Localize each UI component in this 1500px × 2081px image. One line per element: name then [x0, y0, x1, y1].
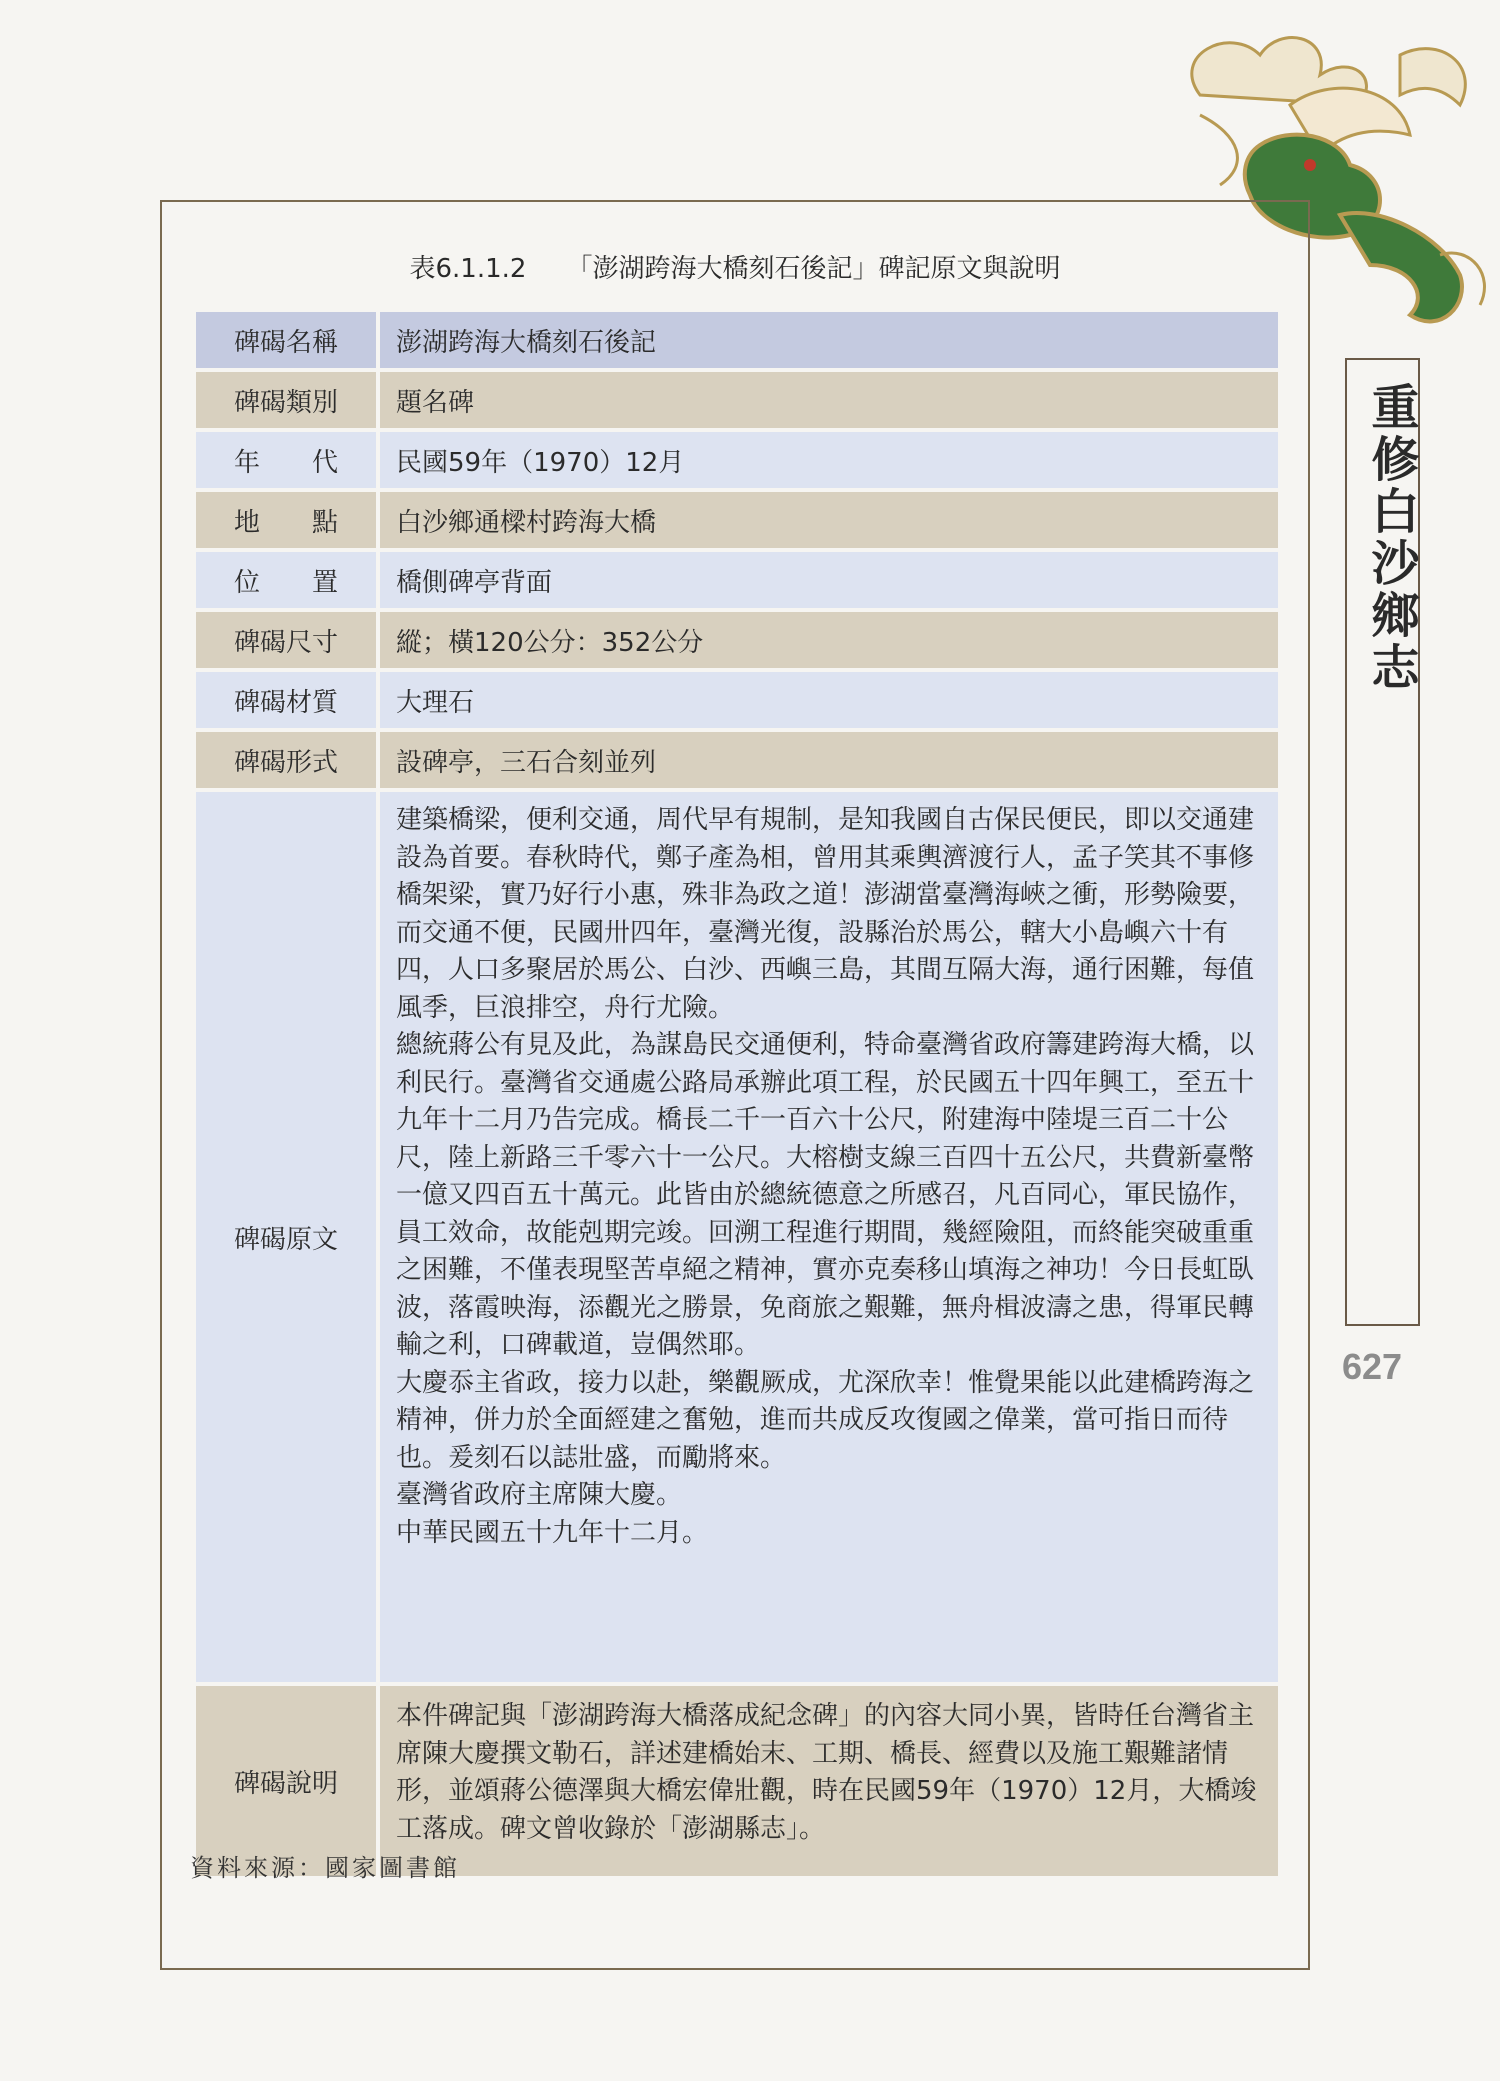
row-value: 大理石 — [380, 672, 1278, 728]
inscription-paragraph: 大慶忝主省政，接力以赴，樂觀厥成，尤深欣幸！惟覺果能以此建橋跨海之精神，併力於全面經建之奮勉，進而共成反攻復國之偉業，當可指日而待也。爰刻石以誌壯盛，而勵將來。 — [396, 1367, 1255, 1473]
table-row — [196, 732, 1278, 788]
inscription-paragraph: 總統蔣公有見及此，為謀島民交通便利，特命臺灣省政府籌建跨海大橋，以利民行。臺灣省交通處公路局承辦此項工程，於民國五十四年興工，至五十九年十二月乃告完成。橋長二千一百六十公尺，附建海中陸堤三百二十公尺，陸上新路三千零六十一公尺。大榕樹支線三百四十五公尺，共費新臺幣一億又四百五十萬元。此皆由於總統德意之所感召，凡百同心，軍民協作，員工效命，故能剋期完竣。回溯工程進行期間，幾經險阻，而終能突破重重之困難，不僅表現堅苦卓絕之精神，實亦克奏移山填海之神功！今日長虹臥波，落霞映海，添觀光之勝景，免商旅之艱難，無舟楫波濤之患，得軍民轉輸之利，口碑載道，豈偶然耶。 — [396, 1030, 1255, 1360]
row-value: 題名碑 — [380, 372, 1278, 428]
row-label: 碑碣材質 — [196, 672, 380, 728]
table-row — [196, 612, 1278, 668]
side-title: 重修白沙鄉志 — [1363, 382, 1419, 694]
inscription-text — [380, 792, 1278, 1682]
row-value: 白沙鄉通樑村跨海大橋 — [380, 492, 1278, 548]
note-text: 本件碑記與「澎湖跨海大橋落成紀念碑」的內容大同小異，皆時任台灣省主席陳大慶撰文勒石，詳述建橋始末、工期、橋長、經費以及施工艱難諸情形，並頌蔣公德澤與大橋宏偉壯觀，時在民國59年（1970）12月，大橋竣工落成。碑文曾收錄於「澎湖縣志」。 — [380, 1686, 1278, 1876]
inscription-row — [196, 792, 1278, 1682]
inscription-paragraph: 建築橋梁，便利交通，周代早有規制，是知我國自古保民便民，即以交通建設為首要。春秋時代，鄭子產為相，曾用其乘輿濟渡行人，孟子笑其不事修橋架梁，實乃好行小惠，殊非為政之道！澎湖當臺灣海峽之衝，形勢險要，而交通不便，民國卅四年，臺灣光復，設縣治於馬公，轄大小島嶼六十有四，人口多聚居於馬公、白沙、西嶼三島，其間互隔大海，通行困難，每值風季，巨浪排空，舟行尤險。 — [396, 805, 1255, 1023]
table-row — [196, 312, 1278, 368]
row-value: 設碑亭，三石合刻並列 — [380, 732, 1278, 788]
table-caption — [160, 248, 1310, 285]
row-label: 位 置 — [196, 552, 380, 608]
table-row — [196, 492, 1278, 548]
side-title-box — [1345, 358, 1420, 1326]
table-number: 表6.1.1.2 — [409, 254, 527, 284]
note-label: 碑碣說明 — [196, 1686, 380, 1876]
row-label: 地 點 — [196, 492, 380, 548]
inscription-paragraph: 中華民國五十九年十二月。 — [396, 1517, 709, 1548]
table-row — [196, 552, 1278, 608]
table-row — [196, 432, 1278, 488]
row-label: 碑碣尺寸 — [196, 612, 380, 668]
table-row — [196, 672, 1278, 728]
row-label: 碑碣名稱 — [196, 312, 380, 368]
table-row — [196, 372, 1278, 428]
row-label: 碑碣形式 — [196, 732, 380, 788]
inscription-label: 碑碣原文 — [196, 792, 380, 1682]
row-label: 碑碣類別 — [196, 372, 380, 428]
page-number: 627 — [1342, 1346, 1403, 1387]
row-value: 縱；橫120公分：352公分 — [380, 612, 1278, 668]
table-title: 「澎湖跨海大橋刻石後記」碑記原文與說明 — [566, 254, 1061, 284]
row-value: 民國59年（1970）12月 — [380, 432, 1278, 488]
stele-info-table — [196, 308, 1278, 1880]
inscription-paragraph: 臺灣省政府主席陳大慶。 — [396, 1480, 683, 1510]
source-note: 資料來源：國家圖書館 — [190, 1854, 460, 1882]
row-value: 橋側碑亭背面 — [380, 552, 1278, 608]
row-label: 年 代 — [196, 432, 380, 488]
row-value: 澎湖跨海大橋刻石後記 — [380, 312, 1278, 368]
